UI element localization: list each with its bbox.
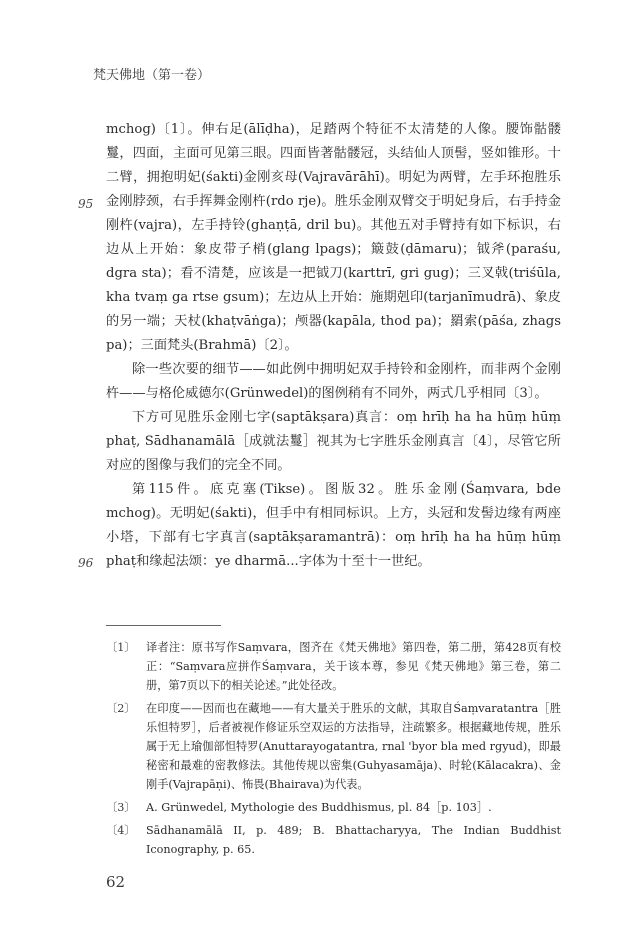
footnote-4 [106,821,561,859]
margin-number-95: 95 [78,197,94,211]
paragraph-2: 除一些次要的细节——如此例中拥明妃双手持铃和金刚杵，而非两个金刚杵——与格伦威德尔(Grünwedel)的图例稍有不同外，两式几乎相同〔3〕。 [106,362,561,401]
footnote-1 [106,638,561,695]
page-number: 62 [106,873,126,891]
running-header: 梵天佛地（第一卷） [93,68,211,83]
footnote-text: 在印度——因而也在藏地——有大量关于胜乐的文献，其取自Śaṃvaratantra［胜乐怛特罗］，后者被视作修证乐空双运的方法指导，注疏繁多。根据藏地传规，胜乐属于无上瑜伽部怛特罗(Anuttarayogatantra, rnal 'byor bla med rgyud)，即最秘密和最难的密教修法。其他传规以密集(Guhyasamāja)、时轮(Kālacakra)、金刚手(Vajrapāṇi)、怖畏(Bhairava)为代表。 [146,702,561,791]
paragraph-4: 第115件。底克塞(Tikse)。图版32。胜乐金刚(Śaṃvara, bde mchog)。无明妃(śakti)，但手中有相同标识。上方，头冠和发髻边缘有两座小塔，下部有七字真言(saptākṣaramantrā)：oṃ hrīḥ ha ha hūṃ hūṃ phaṭ和缘起法颂：ye dharmā...字体为十至十一世纪。 [106,482,561,569]
footnote-text: 译者注：原书写作Saṃvara，图齐在《梵天佛地》第四卷，第二册，第428页有校正：“Saṃvara应拼作Śaṃvara，关于该本尊，参见《梵天佛地》第三卷，第二册，第7页以下的相关论述。”此处径改。 [146,641,561,692]
footnote-mark: 〔3〕 [106,801,136,814]
footnote-2 [106,699,561,794]
footnote-mark: 〔1〕 [106,641,136,654]
paragraph-3: 下方可见胜乐金刚七字(saptākṣara)真言：oṃ hrīḥ ha ha hūṃ hūṃ phaṭ, Sādhanamālā［成就法鬘］视其为七字胜乐金刚真言〔4〕，尽管它所对应的图像与我们的完全不同。 [106,410,561,473]
margin-number-96: 96 [78,556,94,570]
footnote-mark: 〔4〕 [106,824,136,837]
footnote-text: A. Grünwedel, Mythologie des Buddhismus, pl. 84［p. 103］. [146,801,492,814]
footnotes [106,638,561,863]
main-text [106,118,561,574]
paragraph-1: mchog)〔1〕。伸右足(ālīḍha)，足踏两个特征不太清楚的人像。腰饰骷髅鬘，四面，主面可见第三眼。四面皆著骷髅冠，头结仙人顶髻，竖如锥形。十二臂，拥抱明妃(śakti)金刚亥母(Vajravārāhī)。明妃为两臂，左手环抱胜乐金刚脖颈，右手挥舞金刚杵(rdo rje)。胜乐金刚双臂交于明妃身后，右手持金刚杵(vajra)，左手持铃(ghaṇṭā, dril bu)。其他五对手臂持有如下标识，右边从上开始：象皮带子梢(glang lpags)；簸鼓(ḍāmaru)；钺斧(paraśu, dgra sta)；看不清楚，应该是一把钺刀(karttrī, gri gug)；三叉戟(triśūla, kha tvaṃ ga rtse gsum)；左边从上开始：施期剋印(tarjanīmudrā)、象皮的另一端；天杖(khaṭvāṅga)；颅器(kapāla, thod pa)；羂索(pāśa, zhags pa)；三面梵头(Brahmā)〔2〕。 [106,122,561,353]
footnote-3 [106,798,561,817]
footnote-mark: 〔2〕 [106,702,136,715]
footnote-rule [106,625,221,626]
footnote-text: Sādhanamālā II, p. 489; B. Bhattacharyya, The Indian Buddhist Iconography, p. 65. [146,824,561,856]
